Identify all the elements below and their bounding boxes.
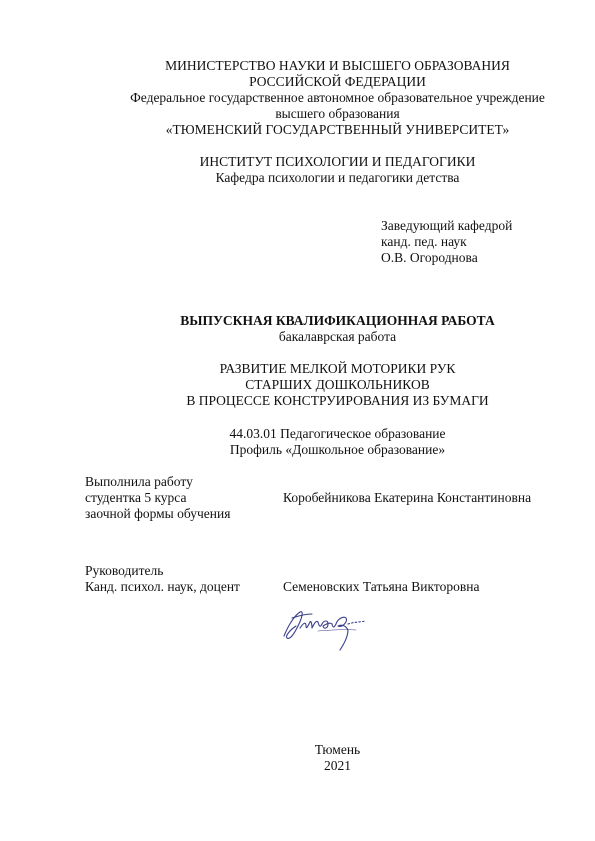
- supervisor-label-2: Канд. психол. наук, доцент: [85, 579, 240, 594]
- ministry-line-2: РОССИЙСКОЙ ФЕДЕРАЦИИ: [249, 74, 426, 89]
- approval-name: О.В. Огороднова: [381, 250, 478, 265]
- supervisor-signature: [278, 604, 370, 654]
- work-title-line-1: РАЗВИТИЕ МЕЛКОЙ МОТОРИКИ РУК: [219, 361, 456, 376]
- year: 2021: [324, 758, 351, 773]
- ministry-line-1: МИНИСТЕРСТВО НАУКИ И ВЫСШЕГО ОБРАЗОВАНИЯ: [165, 58, 510, 73]
- supervisor-name: Семеновских Татьяна Викторовна: [283, 579, 480, 594]
- city: Тюмень: [314, 742, 361, 757]
- student-label-1: Выполнила работу: [85, 474, 193, 489]
- specialty: 44.03.01 Педагогическое образование: [229, 426, 446, 441]
- supervisor-label-1: Руководитель: [85, 563, 164, 578]
- student-label-3: заочной формы обучения: [85, 506, 231, 521]
- work-level: бакалаврская работа: [278, 329, 397, 344]
- approval-role: Заведующий кафедрой: [381, 218, 513, 233]
- institute-name: ИНСТИТУТ ПСИХОЛОГИИ И ПЕДАГОГИКИ: [199, 154, 476, 169]
- work-type: ВЫПУСКНАЯ КВАЛИФИКАЦИОННАЯ РАБОТА: [180, 313, 495, 328]
- institution-line-1: Федеральное государственное автономное образовательное учреждение: [130, 90, 545, 105]
- university-name: «ТЮМЕНСКИЙ ГОСУДАРСТВЕННЫЙ УНИВЕРСИТЕТ»: [165, 122, 510, 137]
- work-title-line-2: СТАРШИХ ДОШКОЛЬНИКОВ: [245, 377, 430, 392]
- work-title-line-3: В ПРОЦЕССЕ КОНСТРУИРОВАНИЯ ИЗ БУМАГИ: [186, 393, 489, 408]
- profile: Профиль «Дошкольное образование»: [229, 442, 446, 457]
- student-name: Коробейникова Екатерина Константиновна: [283, 490, 532, 505]
- student-label-2: студентка 5 курса: [85, 490, 187, 505]
- institution-line-2: высшего образования: [275, 106, 400, 121]
- department-name: Кафедра психологии и педагогики детства: [215, 170, 460, 185]
- approval-degree: канд. пед. наук: [381, 234, 467, 249]
